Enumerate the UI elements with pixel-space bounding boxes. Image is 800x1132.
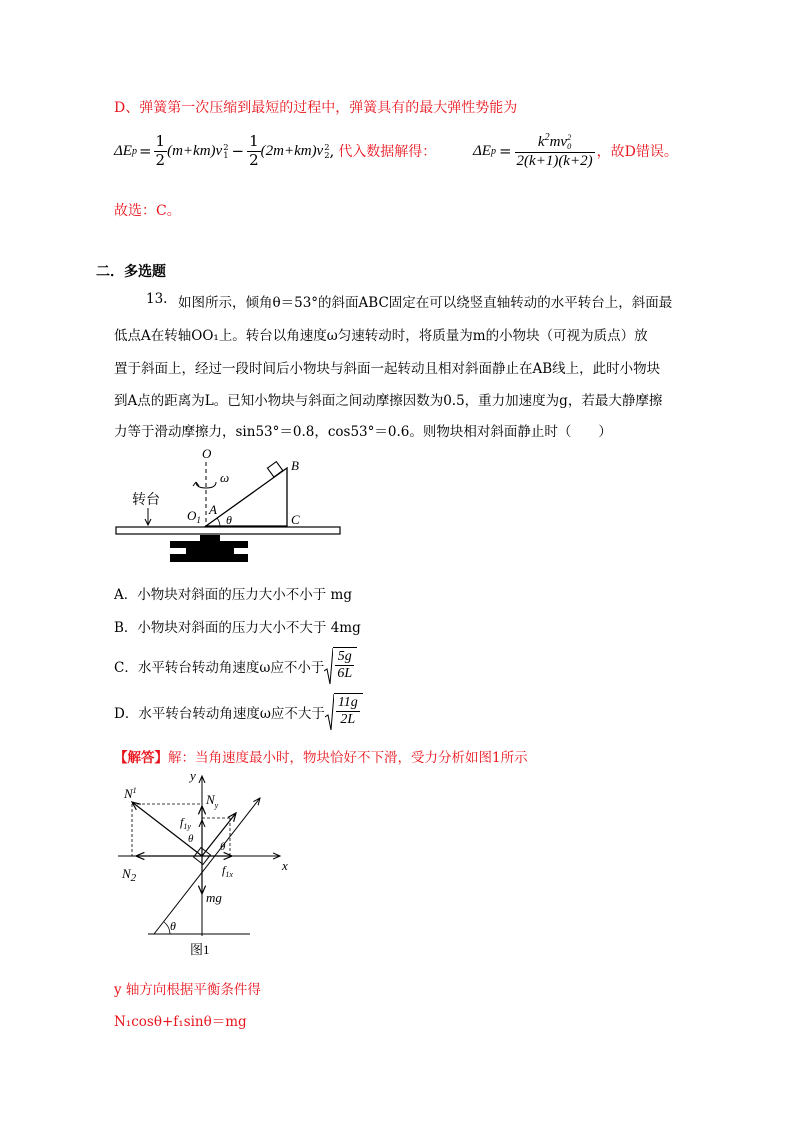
turntable-plate	[116, 527, 340, 534]
turntable-base-middle	[186, 548, 234, 554]
question-line-5: 力等于滑动摩擦力，sin53°＝0.8，cos53°＝0.6。则物块相对斜面静止时（ ）	[114, 424, 612, 440]
label-f1x: $f_{1x}$	[222, 863, 233, 879]
force-f1	[202, 813, 236, 856]
label-turntable: 转台	[132, 493, 160, 508]
solution-text: 解：当角速度最小时，物块恰好不下滑，受力分析如图1所示	[168, 750, 528, 766]
option-d-conclusion: ，故D错误。	[596, 144, 678, 160]
figure-caption: 图1	[190, 942, 210, 957]
conclusion-line-1: y 轴方向根据平衡条件得	[114, 982, 261, 998]
label-theta-f1: θ	[220, 841, 226, 853]
formula-result: ΔE p = $k^2mv$ 2 0 2(k+1)(k+2) ，故D错误。	[473, 132, 678, 169]
label-n1: $N^1$	[124, 786, 137, 801]
label-x: x	[282, 858, 288, 873]
label-y: y	[190, 768, 196, 783]
option-d-text: D．水平转台转动角速度ω应不大于	[114, 706, 325, 722]
section-heading: 二．多选题	[96, 264, 166, 280]
label-ny: $N_y$	[206, 792, 219, 810]
half-fraction-2: $\frac{1}{2}$	[249, 132, 259, 169]
option-d[interactable]	[114, 692, 363, 732]
option-c-sqrt: $\frac{5g}{6L}$	[324, 647, 357, 685]
half-fraction: $\frac{1}{2}$	[155, 132, 166, 169]
solution-intro	[114, 746, 528, 766]
label-f1y: $f_{1y}$	[180, 815, 191, 831]
block	[267, 462, 282, 477]
label-o: O	[202, 446, 212, 461]
solution-tag: 【解答】	[114, 750, 168, 766]
turntable-base-lower	[170, 554, 248, 562]
turntable-base-upper	[170, 541, 248, 548]
option-b[interactable]: B．小物块对斜面的压力大小不大于 4mg	[114, 620, 361, 636]
force-n1	[132, 802, 202, 856]
option-d-lead: D、弹簧第一次压缩到最短的过程中，弹簧具有的最大弹性势能为	[114, 100, 518, 116]
option-d-sqrt: $\frac{11g}{2L}$	[325, 693, 363, 731]
formula-minus: −	[231, 142, 245, 160]
substitution-text: 代入数据解得：	[338, 144, 437, 160]
label-c: C	[291, 512, 300, 527]
question-line-3: 置于斜面上，经过一段时间后小物块与斜面一起转动且相对斜面静止在AB线上，此时小物块	[114, 361, 661, 377]
formula-term1: (m+km)v	[167, 142, 223, 159]
option-c[interactable]	[114, 646, 357, 686]
option-c-text: C．水平转台转动角速度ω应不小于	[114, 660, 325, 676]
label-mg: mg	[206, 890, 222, 905]
previous-answer: 故选：C。	[114, 203, 181, 219]
label-b: B	[291, 458, 299, 473]
formula-equals: =	[138, 142, 152, 160]
label-theta: θ	[226, 513, 232, 527]
turntable-stem	[200, 535, 220, 541]
formula-term2: (2m+km)v	[260, 142, 324, 159]
question-number: 13.	[146, 291, 168, 307]
incline-line	[154, 798, 260, 934]
conclusion-line-2: N₁cosθ+f₁sinθ＝mg	[114, 1014, 247, 1030]
label-omega: ω	[220, 470, 230, 485]
force-diagram	[110, 766, 310, 968]
formula-lhs: ΔE	[114, 142, 132, 159]
option-a[interactable]: A．小物块对斜面的压力大小不小于 mg	[114, 587, 352, 603]
formula-lhs-sub: p	[131, 145, 137, 157]
turntable-figure	[110, 440, 370, 580]
label-n2: $N_2$	[122, 866, 137, 884]
label-theta-ground: θ	[170, 919, 176, 933]
label-o1: $O_1$	[187, 508, 201, 525]
question-line-1: 如图所示，倾角θ＝53°的斜面ABC固定在可以绕竖直轴转动的水平转台上，斜面最	[178, 295, 673, 311]
question-line-2: 低点A在转轴OO₁上。转台以角速度ω匀速转动时，将质量为m的小物块（可视为质点）放	[114, 328, 648, 344]
formula-max-elastic-energy: ΔE p = $\frac{1}{2}$ (m+km)v 2 1 − $\frac{1}{2}$ (2m+km)v 2 2 , 代入数据解得：	[114, 132, 437, 169]
label-a: A	[209, 502, 217, 517]
label-theta-n1: θ	[188, 833, 194, 845]
question-line-4: 到A点的距离为L。已知小物块与斜面之间动摩擦因数为0.5，重力加速度为g，若最大静摩擦	[114, 393, 663, 409]
result-fraction: $k^2mv$ 2 0 2(k+1)(k+2)	[516, 132, 593, 169]
